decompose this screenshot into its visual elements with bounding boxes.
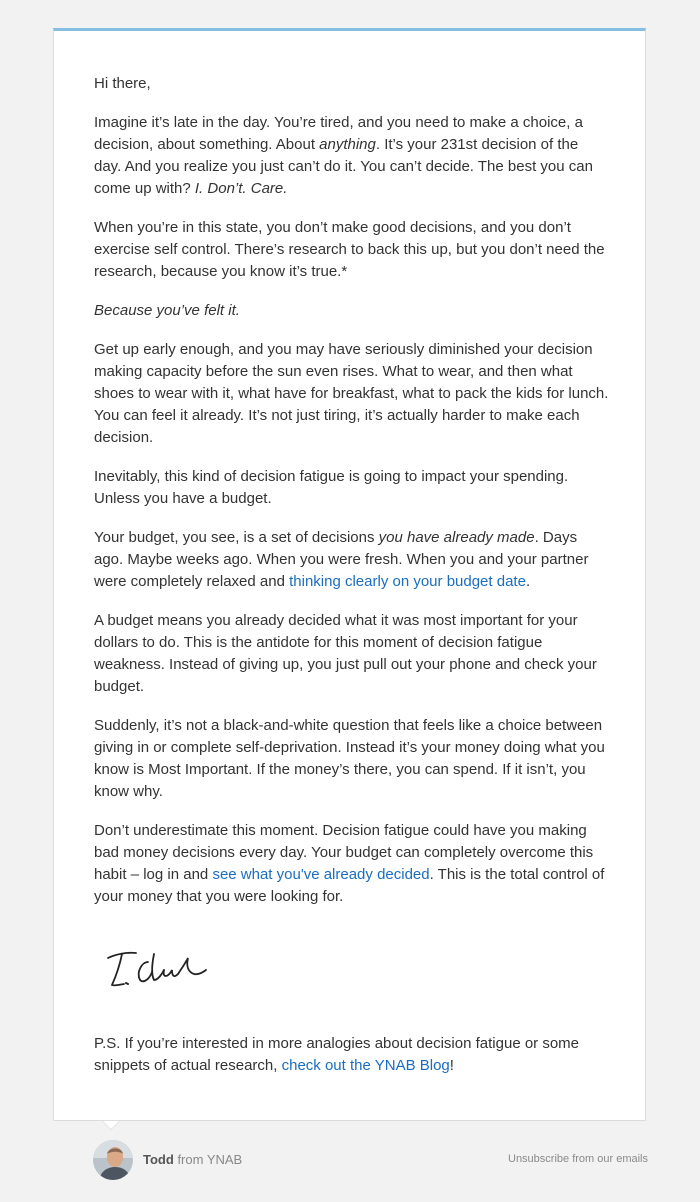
unsubscribe-link[interactable]: Unsubscribe from our emails xyxy=(508,1153,648,1165)
paragraph-9 xyxy=(94,820,609,908)
sender-name: Todd xyxy=(143,1152,174,1167)
paragraph-1-text-c: . It’s your 231st decision of the day. And you realize you just can’t do it. You can’t decide. The best you can come up with? xyxy=(94,136,593,197)
paragraph-3 xyxy=(94,300,609,322)
email-footer xyxy=(53,1139,648,1181)
sender-from: from YNAB xyxy=(177,1152,243,1167)
paragraph-2: When you’re in this state, you don’t make good decisions, and you don’t exercise self control. There’s research to back this up, but you don’t need the research, because you know it’s true.* xyxy=(94,219,605,280)
paragraph-6-text-a: Your budget, you see, is a set of decisions xyxy=(94,529,379,546)
postscript xyxy=(94,1033,609,1077)
avatar xyxy=(93,1140,133,1180)
budget-date-link[interactable]: thinking clearly on your budget date xyxy=(289,573,526,590)
paragraph-8: Suddenly, it’s not a black-and-white question that feels like a choice between giving in or complete self-deprivation. Instead it’s your money doing what you know is Most Important. If the money’s there, you can spend. If it isn’t, you know why. xyxy=(94,717,605,800)
already-decided-link[interactable]: see what you've already decided xyxy=(212,866,430,883)
greeting: Hi there, xyxy=(94,75,151,92)
paragraph-1-emphasis-d: I. Don’t. Care. xyxy=(194,180,288,197)
paragraph-1-text-a: Imagine it’s late in the day. You’re tired, and you need to make a choice, a decision, about something. About xyxy=(94,114,583,153)
card-tail xyxy=(103,1121,119,1129)
paragraph-3-emphasis: Because you’ve felt it. xyxy=(94,302,240,319)
paragraph-9-text-b: . This is the total control of your money that you were looking for. xyxy=(94,866,605,905)
sender-info xyxy=(143,1152,242,1167)
paragraph-6-text-c: . Days ago. Maybe weeks ago. When you were fresh. When you and your partner were completely relaxed and xyxy=(94,529,589,590)
signature-icon xyxy=(102,940,212,1000)
avatar-photo-icon xyxy=(93,1140,133,1180)
paragraph-6 xyxy=(94,527,609,593)
paragraph-5: Inevitably, this kind of decision fatigue is going to impact your spending. Unless you have a budget. xyxy=(94,468,569,507)
paragraph-7: A budget means you already decided what it was most important for your dollars to do. This is the antidote for this moment of decision fatigue weakness. Instead of giving up, you just pull out your phone and check your budget. xyxy=(94,612,597,695)
paragraph-1-emphasis-b: anything xyxy=(319,136,376,153)
email-card xyxy=(53,28,646,1121)
postscript-text-b: ! xyxy=(449,1057,454,1074)
email-body xyxy=(94,73,609,1094)
paragraph-1 xyxy=(94,112,609,200)
paragraph-6-text-d: . xyxy=(525,573,531,590)
ynab-blog-link[interactable]: check out the YNAB Blog xyxy=(281,1057,450,1074)
paragraph-9-text-a: Don’t underestimate this moment. Decision fatigue could have you making bad money decisions every day. Your budget can completely overcome this habit – log in and xyxy=(94,822,594,883)
signature-image xyxy=(102,940,609,1000)
postscript-text-a: P.S. If you’re interested in more analogies about decision fatigue or some snippets of actual research, xyxy=(94,1035,580,1074)
paragraph-4: Get up early enough, and you may have seriously diminished your decision making capacity before the sun even rises. What to wear, and then what shoes to wear with it, what have for breakfast, what to pack the kids for lunch. You can feel it already. It’s not just tiring, it’s actually harder to make each decision. xyxy=(94,341,609,446)
paragraph-6-emphasis: you have already made xyxy=(378,529,535,546)
